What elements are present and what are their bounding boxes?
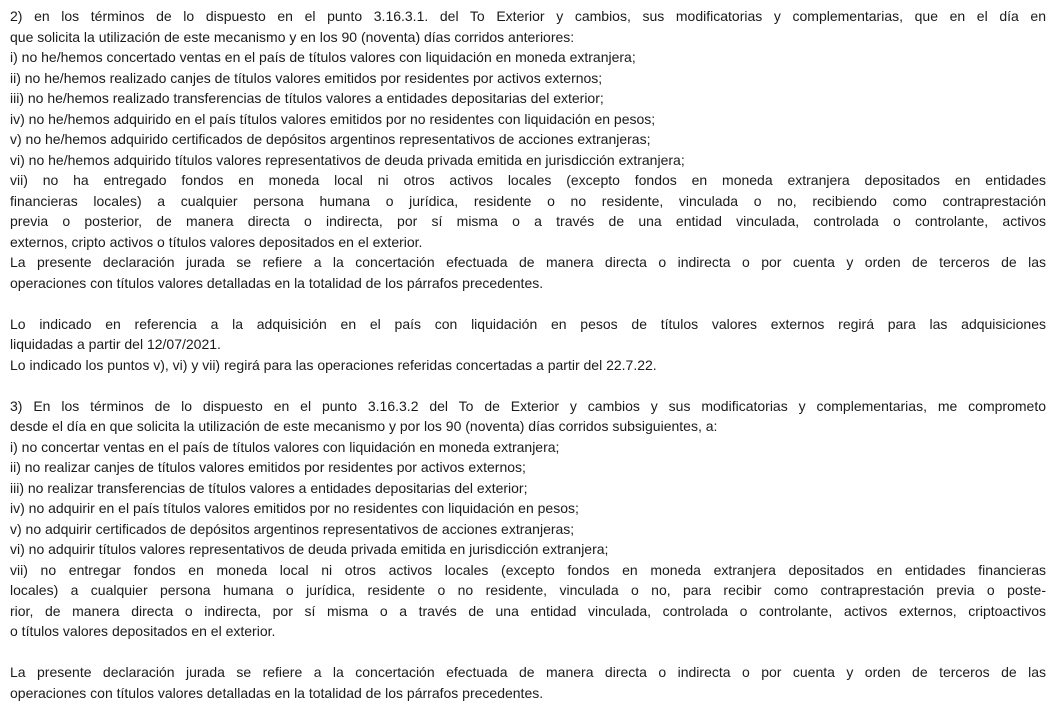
section-2-item-vii-line: financieras locales) a cualquier persona humana o jurídica, residente o no residente, vinculada o no, recibiendo como contraprestación [10, 192, 1046, 209]
validity-note-line: Lo indicado los puntos v), vi) y vii) regirá para las operaciones referidas concertadas a partir del 22.7.22. [10, 356, 657, 373]
section-2-item-iii: iii) no he/hemos realizado transferencias de títulos valores a entidades depositarias del exterior; [10, 90, 604, 106]
section-2-intro-line: que solicita la utilización de este mecanismo y en los 90 (noventa) días corridos anteriores: [10, 28, 575, 45]
section-3-item-vii-line: vii) no entregar fondos en moneda local ni otros activos locales (excepto fondos en moneda extranjera depositados en entidades financieras [10, 561, 1046, 578]
validity-note-line: Lo indicado en referencia a la adquisición en el país con liquidación en pesos de títulos valores externos regirá para las adquisiciones [10, 315, 1046, 332]
section-3-item-v: v) no adquirir certificados de depósitos argentinos representativos de acciones extranjeras; [10, 520, 575, 537]
validity-note-line: liquidadas a partir del 12/07/2021. [10, 336, 221, 352]
section-3-intro-line: 3) En los términos de lo dispuesto en el punto 3.16.3.2 del To de Exterior y cambios y sus modificatorias y complementarias, me comprometo [10, 397, 1046, 414]
section-3-declaration-line: operaciones con títulos valores detalladas en la totalidad de los párrafos precedentes. [10, 684, 544, 701]
section-2-item-vii-line: previa o posterior, de manera directa o indirecta, por sí misma o a través de una entidad vinculada, controlada o controlante, activos [10, 213, 1046, 229]
paragraph-gap [10, 293, 1046, 314]
section-3-item-i: i) no concertar ventas en el país de títulos valores con liquidación en moneda extranjera; [10, 438, 560, 455]
section-3-item-ii: ii) no realizar canjes de títulos valores emitidos por residentes por activos externos; [10, 459, 526, 475]
section-3-item-iii: iii) no realizar transferencias de títulos valores a entidades depositarias del exterior; [10, 479, 528, 496]
validity-notes [10, 314, 1046, 376]
section-3-item-vii-line: o títulos valores depositados en el exterior. [10, 623, 276, 639]
section-2 [10, 6, 1046, 293]
section-3-declaration-line: La presente declaración jurada se refiere a la concertación efectuada de manera directa o indirecta o por cuenta y orden de terceros de las [10, 664, 1046, 680]
section-2-item-vii-line: vii) no ha entregado fondos en moneda local ni otros activos locales (excepto fondos en moneda extranjera depositados en entidades [10, 172, 1046, 188]
section-2-item-ii: ii) no he/hemos realizado canjes de títulos valores emitidos por residentes por activos externos; [10, 69, 603, 86]
document-body [10, 6, 1046, 703]
section-3 [10, 396, 1046, 642]
section-2-item-i: i) no he/hemos concertado ventas en el país de títulos valores con liquidación en moneda extranjera; [10, 49, 636, 65]
section-2-declaration-line: La presente declaración jurada se refiere a la concertación efectuada de manera directa o indirecta o por cuenta y orden de terceros de las [10, 254, 1046, 270]
section-3-item-vii-line: locales) a cualquier persona humana o jurídica, residente o no residente, vinculada o no, para recibir como contraprestación previa o poste- [10, 582, 1046, 598]
section-2-item-vi: vi) no he/hemos adquirido títulos valores representativos de deuda privada emitida en jurisdicción extranjera; [10, 151, 685, 168]
paragraph-gap [10, 375, 1046, 396]
section-2-item-iv: iv) no he/hemos adquirido en el país títulos valores emitidos por no residentes con liquidación en pesos; [10, 110, 656, 127]
section-3-item-iv: iv) no adquirir en el país títulos valores emitidos por no residentes con liquidación en pesos; [10, 500, 579, 516]
section-3-declaration [10, 662, 1046, 703]
section-2-declaration-line: operaciones con títulos valores detalladas en la totalidad de los párrafos precedentes. [10, 274, 544, 291]
section-3-item-vi: vi) no adquirir títulos valores representativos de deuda privada emitida en jurisdicción extranjera; [10, 541, 609, 557]
section-2-intro-line: 2) en los términos de lo dispuesto en el punto 3.16.3.1. del To Exterior y cambios, sus modificatorias y complementarias, que en el día en [10, 8, 1046, 24]
section-2-item-vii-line: externos, cripto activos o títulos valores depositados en el exterior. [10, 233, 423, 250]
section-3-item-vii-line: rior, de manera directa o indirecta, por sí misma o a través de una entidad vinculada, controlada o controlante, activos externos, criptoactivos [10, 602, 1046, 619]
section-2-item-v: v) no he/hemos adquirido certificados de depósitos argentinos representativos de acciones extranjeras; [10, 131, 651, 147]
paragraph-gap [10, 642, 1046, 663]
section-3-intro-line: desde el día en que solicita la utilización de este mecanismo y por los 90 (noventa) días corridos subsiguientes, a: [10, 418, 718, 434]
